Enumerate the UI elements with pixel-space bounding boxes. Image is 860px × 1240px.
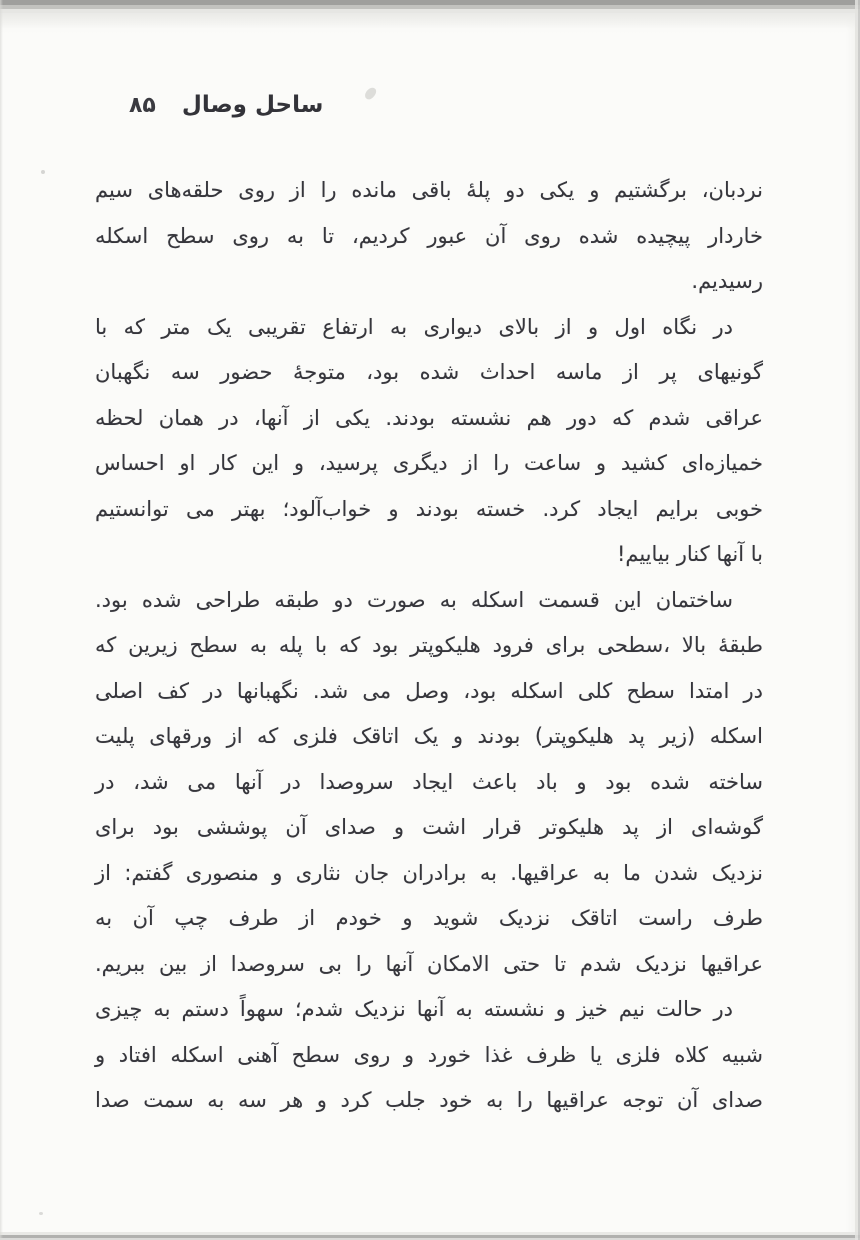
scan-speck (41, 170, 45, 174)
text-line: ساخته شده بود و باد باعث ایجاد سروصدا در آنها می شد، در (95, 769, 763, 794)
text-line: طرف راست اتاقک نزدیک شوید و خودم از طرف چپ آن به (95, 906, 763, 930)
scan-edge-left (0, 0, 3, 1240)
text-line: خاردار پیچیده شده روی آن عبور کردیم، تا به روی سطح اسکله (95, 223, 763, 248)
text-line: شبیه کلاه فلزی یا ظرف غذا خورد و روی سطح آهنی اسکله افتاد و (95, 1042, 763, 1067)
text-line: نردبان، برگشتیم و یکی دو پلهٔ باقی مانده را از روی حلقه‌های سیم (95, 178, 763, 202)
scan-edge-top-fade (0, 13, 860, 29)
text-line: خمیازه‌ای کشید و ساعت را از دیگری پرسید، و این کار او احساس (95, 451, 763, 475)
text-line: عراقی شدم که دور هم نشسته بودند. یکی از آنها، در همان لحظه (95, 405, 763, 430)
scan-edge-top (0, 0, 860, 13)
text-line: گونیهای پر از ماسه احداث شده بود، متوجهٔ حضور سه نگهبان (95, 360, 763, 384)
text-line: ساختمان این قسمت اسکله به صورت دو طبقه طراحی شده بود. (95, 587, 733, 612)
scan-edge-right (855, 0, 860, 1240)
text-line: طبقهٔ بالا ،سطحی برای فرود هلیکوپتر بود که با پله به سطح زیرین که (95, 633, 763, 657)
book-title: ساحل وصال (181, 92, 324, 118)
text-line: نزدیک شدن ما به عراقیها. به برادران جان نثاری و منصوری گفتم: از (95, 860, 763, 885)
text-line: در نگاه اول و از بالای دیواری به ارتفاع تقریبی یک متر که با (95, 314, 733, 339)
text-line: صدای آن توجه عراقیها را به خود جلب کرد و هر سه به سمت صدا (95, 1088, 763, 1112)
text-line: گوشه‌ای از پد هلیکوتر قرار اشت و صدای آن پوششی بود برای (95, 815, 763, 839)
page-number: ۸۵ (129, 92, 156, 118)
text-line: در حالت نیم خیز و نشسته به آنها نزدیک شدم؛ سهواً دستم به چیزی (95, 997, 733, 1021)
text-line: خوبی برایم ایجاد کرد. خسته بودند و خواب‌آلود؛ بهتر می توانستیم (95, 496, 763, 521)
text-line: عراقیها نزدیک شدم تا حتی الامکان آنها را بی سروصدا از بین ببریم. (95, 951, 763, 976)
text-line: اسکله (زیر پد هلیکوپتر) بودند و یک اتاقک فلزی که از ورقهای پلیت (95, 724, 763, 748)
running-head (129, 84, 323, 126)
scan-speck (363, 86, 378, 102)
scan-edge-bottom (0, 1232, 860, 1240)
text-line: در امتدا سطح کلی اسکله بود، وصل می شد. نگهبانها در کف اصلی (95, 678, 763, 703)
text-line: با آنها کنار بیاییم! (616, 542, 763, 566)
text-line: رسیدیم. (691, 269, 763, 293)
page-body-text (95, 168, 763, 1124)
scan-speck (39, 1212, 43, 1215)
